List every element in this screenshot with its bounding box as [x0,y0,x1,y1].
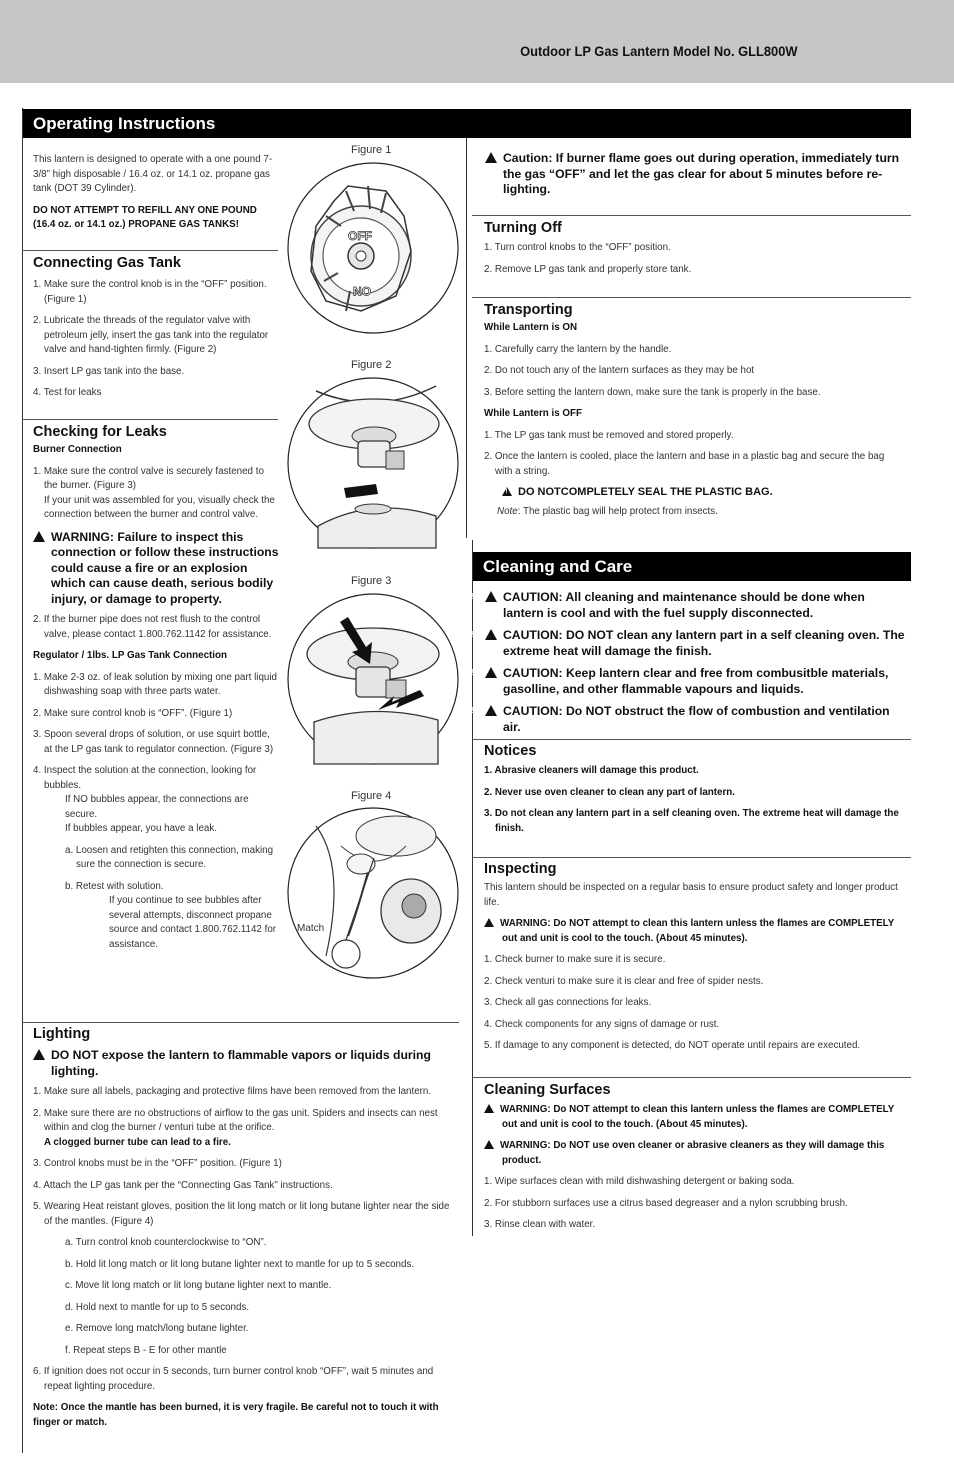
figure-2-regulator-illustration [286,376,460,550]
lighting-section [33,1026,457,1430]
notice-item: 2. Never use oven cleaner to clean any part of lantern. [484,786,736,798]
section-bar-operating: Operating Instructions [23,110,911,138]
transporting-step: 2. Once the lantern is cooled, place the lantern and base in a plastic bag and secure the bag with a string. [484,451,885,477]
divider [472,1077,911,1078]
surfaces-step: 3. Rinse clean with water. [484,1219,596,1230]
connecting-section [33,255,279,401]
warning-icon [33,531,45,542]
figure-3-caption: Figure 3 [351,575,392,587]
inspecting-warning-text: WARNING: Do NOT attempt to clean this lantern unless the flames are COMPLETELY out and unit is cool to the touch. (About 45 minutes). [500,918,895,944]
warning-icon [485,152,497,163]
intro-warning: DO NOT ATTEMPT TO REFILL ANY ONE POUND (16.4 oz. or 14.1 oz.) PROPANE GAS TANKS! [33,204,257,230]
cleaning-caution [485,590,905,621]
surfaces-warning [484,1103,906,1132]
turning-off-section [484,220,904,277]
inspecting-title: Inspecting [484,861,557,877]
lighting-step: 6. If ignition does not occur in 5 seconds, turn burner control knob “OFF”, wait 5 minutes and repeat lighting procedure. [33,1366,434,1392]
inspecting-warning [484,917,906,946]
cleaning-caution [485,666,905,697]
transporting-note [484,505,904,520]
figure-1-caption: Figure 1 [351,144,392,156]
cleaning-caution [485,628,905,659]
lighting-substep: e. Remove long match/long butane lighter. [65,1323,249,1334]
leaks-section [33,424,279,952]
leaks-warning [33,530,279,608]
warning-icon [485,591,497,602]
transporting-note-text: : The plastic bag will help protect from insects. [517,506,718,517]
figure-4-caption: Figure 4 [351,790,392,802]
connecting-step: 1. Make sure the control knob is in the “OFF” position. (Figure 1) [33,279,267,305]
leaks-substep: b. Retest with solution. [65,880,164,892]
transporting-warning-text: DO NOTCOMPLETELY SEAL THE PLASTIC BAG. [518,486,773,498]
surfaces-warning-text: WARNING: Do NOT use oven cleaner or abrasive cleaners as they will damage this product. [500,1140,885,1166]
left-margin-rule [22,108,23,1453]
turning-off-title: Turning Off [484,220,562,236]
leaks-title: Checking for Leaks [33,424,167,440]
lighting-step-note: A clogged burner tube can lead to a fire. [44,1136,231,1148]
lighting-step: 4. Attach the LP gas tank per the “Connecting Gas Tank” instructions. [33,1179,333,1191]
connecting-step: 4. Test for leaks [33,387,102,398]
lighting-step: 1. Make sure all labels, packaging and protective films have been removed from the lantern. [33,1086,432,1097]
figure-4-lighting-illustration [286,806,460,980]
inspecting-intro: This lantern should be inspected on a regular basis to ensure product safety and longer product life. [484,882,898,908]
warning-icon [485,667,497,678]
leaks-step: 4. Inspect the solution at the connection, looking for bubbles. [33,765,257,791]
inspecting-step: 4. Check components for any signs of damage or rust. [484,1018,720,1030]
lighting-step: 5. Wearing Heat reistant gloves, position the lit long match or lit long butane lighter near the side of the mantles. (Figure 4) [33,1201,450,1227]
caution-top [485,151,905,198]
notice-item: 1. Abrasive cleaners will damage this product. [484,765,699,776]
cleaning-caution [485,704,905,735]
surfaces-step: 1. Wipe surfaces clean with mild dishwashing detergent or baking soda. [484,1176,795,1187]
divider [472,215,911,216]
divider [22,419,278,420]
column-divider [466,138,467,538]
leaks-step: 3. Spoon several drops of solution, or use squirt bottle, at the LP gas tank to regulator connection. (Figure 3) [33,729,274,755]
notices-section [484,743,906,836]
leaks-substep: a. Loosen and retighten this connection, making sure the connection is secure. [65,844,274,870]
divider [472,857,911,858]
leaks-step-note: If bubbles appear, you have a leak. [65,823,217,834]
leaks-step: 1. Make sure the control valve is securely fastened to the burner. (Figure 3) [33,465,264,491]
header-band [0,0,954,83]
divider [472,739,911,740]
divider [22,1022,459,1023]
leaks-warning-text: WARNING: Failure to inspect this connection or follow these instructions could cause a fire or an explosion which can cause death, serious bodily injury, or damage to property. [51,529,279,606]
figure-1-control-knob-illustration [286,161,460,335]
cleaning-caution-text: CAUTION: All cleaning and maintenance should be done when lantern is cool and with the fuel supply disconnected. [503,590,865,620]
surfaces-title: Cleaning Surfaces [484,1082,611,1098]
transporting-title: Transporting [484,302,573,318]
transporting-step: 3. Before setting the lantern down, make sure the tank is properly in the base. [484,386,821,398]
turning-off-step: 2. Remove LP gas tank and properly store tank. [484,263,692,275]
lighting-substep: b. Hold lit long match or lit long butane lighter next to mantle for up to 5 seconds. [65,1258,415,1270]
cleaning-cautions [485,590,905,735]
document-title: Outdoor LP Gas Lantern Model No. GLL800W [520,43,798,59]
warning-icon [485,629,497,640]
warning-icon [484,1140,494,1149]
lighting-warning [33,1048,457,1079]
transporting-section [484,302,904,520]
intro-block [33,153,278,233]
surfaces-step: 2. For stubborn surfaces use a citrus based degreaser and a nylon scrubbing brush. [484,1197,848,1209]
transporting-step: 1. Carefully carry the lantern by the handle. [484,343,672,355]
leaks-step: 2. Make sure control knob is “OFF”. (Figure 1) [33,707,233,719]
leaks-step: 1. Make 2-3 oz. of leak solution by mixing one part liquid dishwashing soap with three parts water. [33,671,277,697]
figure-2-caption: Figure 2 [351,359,392,371]
leaks-step: 2. If the burner pipe does not rest flush to the control valve, please contact 1.800.762.1142 for assistance. [33,614,272,640]
section-bar-cleaning: Cleaning and Care [473,552,911,581]
surfaces-warning [484,1139,906,1168]
lighting-substep: f. Repeat steps B - E for other mantle [65,1344,227,1356]
notice-item: 3. Do not clean any lantern part in a self cleaning oven. The extreme heat will damage the finish. [484,808,899,834]
transporting-step: 1. The LP gas tank must be removed and stored properly. [484,429,734,441]
figure-3-burner-connection-illustration [286,592,460,766]
notices-title: Notices [484,743,537,759]
leaks-subheading: Burner Connection [33,444,122,455]
inspecting-step: 1. Check burner to make sure it is secure. [484,954,666,965]
leaks-substep-note: If you continue to see bubbles after several attempts, disconnect propane source and contact 1.800.762.1142 for assistance. [109,895,277,950]
connecting-step: 3. Insert LP gas tank into the base. [33,365,185,377]
inspecting-step: 3. Check all gas connections for leaks. [484,997,652,1008]
warning-icon [33,1049,45,1060]
lighting-substep: c. Move lit long match or lit long butane lighter next to mantle. [65,1280,332,1291]
inspecting-step: 5. If damage to any component is detected, do NOT operate until repairs are executed. [484,1040,861,1051]
warning-icon [485,705,497,716]
inspecting-section [484,861,906,1054]
column-divider-lower [472,540,473,1236]
lighting-note: Note: Once the mantle has been burned, it is very fragile. Be careful not to touch it with finger or match. [33,1402,439,1428]
transporting-subheading: While Lantern is ON [484,322,578,333]
cleaning-caution-text: CAUTION: Keep lantern clear and free from combusitble materials, gasolline, and other flammable vapours and liquids. [503,666,889,696]
lighting-step: 3. Control knobs must be in the “OFF” position. (Figure 1) [33,1158,282,1169]
warning-icon [484,918,494,927]
surfaces-section [484,1082,906,1233]
connecting-step: 2. Lubricate the threads of the regulator valve with petroleum jelly, insert the gas tank into the regulator valve and hand-tighten firmly. (Figure 2) [33,315,269,355]
transporting-warning [484,485,904,500]
caution-top-text: Caution: If burner flame goes out during operation, immediately turn the gas “OFF” and let the gas clear for about 5 minutes before re-lighting. [503,151,900,196]
lighting-title: Lighting [33,1026,91,1042]
lighting-substep: a. Turn control knob counterclockwise to “ON”. [65,1237,267,1248]
intro-text: This lantern is designed to operate with a one pound 7-3/8” high disposable / 16.4 oz. or 14.1 oz. propane gas tank (DOT 39 Cylinder). [33,154,273,194]
leaks-subheading: Regulator / 1lbs. LP Gas Tank Connection [33,650,227,661]
figure-1-on-label: ON [353,284,371,298]
turning-off-step: 1. Turn control knobs to the “OFF” position. [484,242,671,253]
connecting-title: Connecting Gas Tank [33,255,181,271]
cleaning-caution-text: CAUTION: Do NOT obstruct the flow of combustion and ventilation air. [503,704,890,734]
lighting-warning-text: DO NOT expose the lantern to flammable vapors or liquids during lighting. [51,1048,431,1078]
leaks-step-note: If NO bubbles appear, the connections are secure. [65,794,249,820]
divider [472,297,911,298]
warning-icon [502,487,512,496]
transporting-subheading: While Lantern is OFF [484,408,582,419]
divider [22,250,278,251]
figure-4-match-label: Match [297,923,325,934]
figure-1-off-label: OFF [348,229,372,243]
surfaces-warning-text: WARNING: Do NOT attempt to clean this lantern unless the flames are COMPLETELY out and unit is cool to the touch. (About 45 minutes). [500,1104,895,1130]
inspecting-step: 2. Check venturi to make sure it is clear and free of spider nests. [484,975,764,987]
transporting-step: 2. Do not touch any of the lantern surfaces as they may be hot [484,365,755,376]
caution-top-block [485,151,905,198]
leaks-step-note: If your unit was assembled for you, visually check the connection between the burner and control valve. [44,494,275,520]
lighting-substep: d. Hold next to mantle for up to 5 seconds. [65,1301,250,1313]
warning-icon [484,1104,494,1113]
cleaning-caution-text: CAUTION: DO NOT clean any lantern part in a self cleaning oven. The extreme heat will damage the finish. [503,628,905,658]
transporting-note-label: Note [497,506,518,517]
lighting-step: 2. Make sure there are no obstructions of airflow to the gas unit. Spiders and insects can nest within and clog the burner / venturi tube at the orifice. [33,1107,438,1133]
